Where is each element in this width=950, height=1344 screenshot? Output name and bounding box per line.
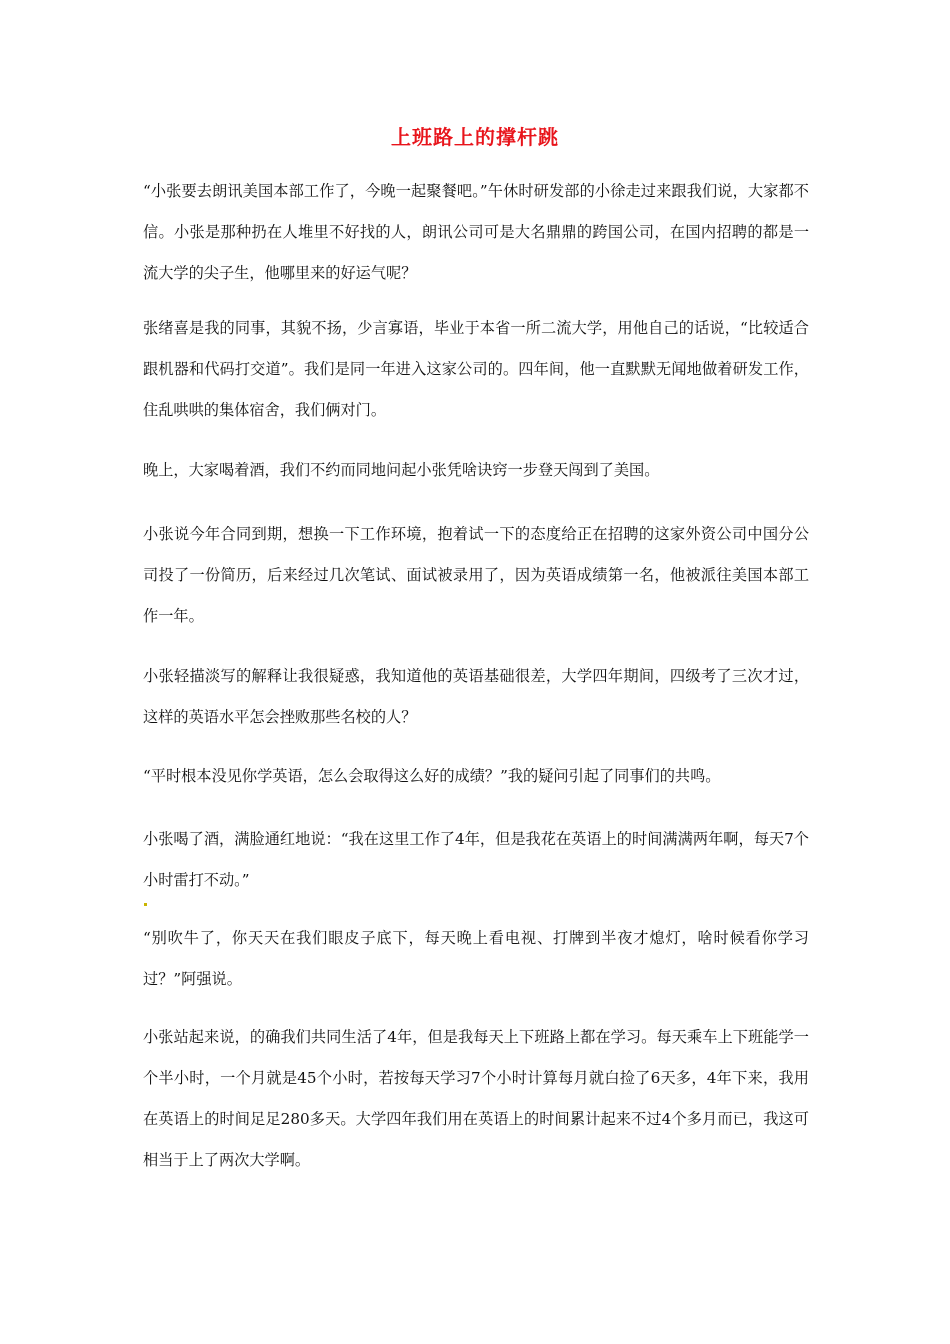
paragraph-5: 小张轻描淡写的解释让我很疑惑，我知道他的英语基础很差，大学四年期间，四级考了三次才过，这样的英语水平怎会挫败那些名校的人？ bbox=[143, 667, 809, 726]
paragraph-9: 小张站起来说，的确我们共同生活了4年，但是我每天上下班路上都在学习。每天乘车上下班能学一个半小时，一个月就是45个小时，若按每天学习7个小时计算每月就白捡了6天多，4年下来，我用在英语上的时间足足280多天。大学四年我们用在英语上的时间累计起来不过4个多月而已，我这可相当于上了两次大学啊。 bbox=[143, 1028, 809, 1169]
stray-mark bbox=[144, 903, 147, 906]
paragraph-1: “小张要去朗讯美国本部工作了，今晚一起聚餐吧。”午休时研发部的小徐走过来跟我们说，大家都不信。小张是那种扔在人堆里不好找的人，朗讯公司可是大名鼎鼎的跨国公司，在国内招聘的都是一流大学的尖子生，他哪里来的好运气呢？ bbox=[143, 182, 809, 282]
paragraph-4: 小张说今年合同到期，想换一下工作环境，抱着试一下的态度给正在招聘的这家外资公司中国分公司投了一份简历，后来经过几次笔试、面试被录用了，因为英语成绩第一名，他被派往美国本部工作一年。 bbox=[143, 525, 809, 625]
paragraph-6: “平时根本没见你学英语，怎么会取得这么好的成绩？”我的疑问引起了同事们的共鸣。 bbox=[143, 767, 721, 785]
paragraph-2: 张绪喜是我的同事，其貌不扬，少言寡语，毕业于本省一所二流大学，用他自己的话说，“比较适合跟机器和代码打交道”。我们是同一年进入这家公司的。四年间，他一直默默无闻地做着研发工作，住乱哄哄的集体宿舍，我们俩对门。 bbox=[143, 319, 809, 419]
paragraph-3: 晚上，大家喝着酒，我们不约而同地问起小张凭啥诀窍一步登天闯到了美国。 bbox=[143, 461, 660, 479]
paragraph-8: “别吹牛了，你天天在我们眼皮子底下，每天晚上看电视、打牌到半夜才熄灯，啥时候看你学习过？”阿强说。 bbox=[143, 929, 809, 988]
document-title: 上班路上的撑杆跳 bbox=[391, 125, 559, 149]
paragraph-7: 小张喝了酒，满脸通红地说：“我在这里工作了4年，但是我花在英语上的时间满满两年啊，每天7个小时雷打不动。” bbox=[143, 830, 809, 889]
